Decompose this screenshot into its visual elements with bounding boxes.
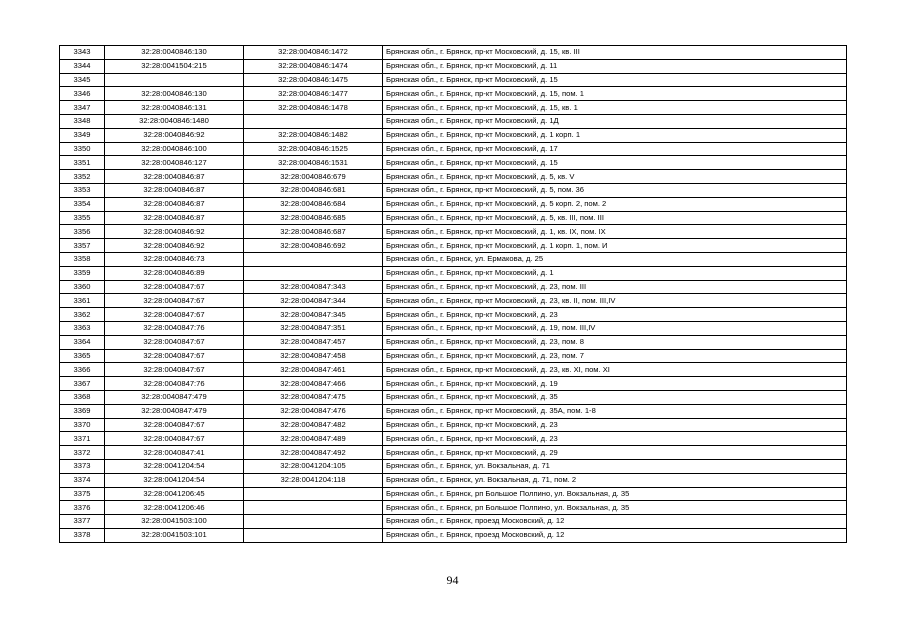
page-number: 94 <box>446 573 459 587</box>
table-row <box>60 459 847 473</box>
object-cadastral-number-cell: 32:28:0040846:685 <box>244 211 383 225</box>
object-cadastral-number-cell: 32:28:0041204:105 <box>244 459 383 473</box>
table-row <box>60 390 847 404</box>
table-row <box>60 101 847 115</box>
address-cell: Брянская обл., г. Брянск, пр-кт Московский, д. 35 <box>383 390 847 404</box>
address-cell: Брянская обл., г. Брянск, пр-кт Московский, д. 19, пом. III,IV <box>383 321 847 335</box>
table-row <box>60 170 847 184</box>
address-cell: Брянская обл., г. Брянск, пр-кт Московский, д. 29 <box>383 446 847 460</box>
address-cell: Брянская обл., г. Брянск, пр-кт Московский, д. 5 корп. 2, пом. 2 <box>383 197 847 211</box>
land-cadastral-number-cell: 32:28:0040846:131 <box>105 101 244 115</box>
address-cell: Брянская обл., г. Брянск, пр-кт Московский, д. 5, кв. III, пом. III <box>383 211 847 225</box>
table-row <box>60 183 847 197</box>
address-cell: Брянская обл., г. Брянск, пр-кт Московский, д. 23, пом. 8 <box>383 335 847 349</box>
address-cell: Брянская обл., г. Брянск, пр-кт Московский, д. 23, пом. III <box>383 280 847 294</box>
land-cadastral-number-cell: 32:28:0040847:479 <box>105 404 244 418</box>
address-cell: Брянская обл., г. Брянск, пр-кт Московский, д. 23, пом. 7 <box>383 349 847 363</box>
table-row <box>60 418 847 432</box>
address-cell: Брянская обл., г. Брянск, пр-кт Московский, д. 15 <box>383 73 847 87</box>
land-cadastral-number-cell: 32:28:0040846:130 <box>105 46 244 60</box>
object-cadastral-number-cell: 32:28:0040846:1475 <box>244 73 383 87</box>
row-number-cell: 3349 <box>60 128 105 142</box>
object-cadastral-number-cell: 32:28:0040846:1525 <box>244 142 383 156</box>
table-row <box>60 515 847 529</box>
row-number-cell: 3374 <box>60 473 105 487</box>
address-cell: Брянская обл., г. Брянск, пр-кт Московский, д. 1, кв. IX, пом. IX <box>383 225 847 239</box>
object-cadastral-number-cell: 32:28:0040846:684 <box>244 197 383 211</box>
row-number-cell: 3365 <box>60 349 105 363</box>
land-cadastral-number-cell: 32:28:0040847:41 <box>105 446 244 460</box>
table-row <box>60 446 847 460</box>
table-row <box>60 280 847 294</box>
table-row <box>60 349 847 363</box>
row-number-cell: 3377 <box>60 515 105 529</box>
land-cadastral-number-cell: 32:28:0040847:479 <box>105 390 244 404</box>
registry-table-body <box>60 46 847 543</box>
row-number-cell: 3367 <box>60 377 105 391</box>
land-cadastral-number-cell: 32:28:0040846:92 <box>105 128 244 142</box>
land-cadastral-number-cell <box>105 73 244 87</box>
row-number-cell: 3356 <box>60 225 105 239</box>
table-row <box>60 73 847 87</box>
address-cell: Брянская обл., г. Брянск, пр-кт Московский, д. 23 <box>383 432 847 446</box>
land-cadastral-number-cell: 32:28:0041206:45 <box>105 487 244 501</box>
object-cadastral-number-cell: 32:28:0040846:1482 <box>244 128 383 142</box>
object-cadastral-number-cell: 32:28:0040847:351 <box>244 321 383 335</box>
object-cadastral-number-cell: 32:28:0040846:1478 <box>244 101 383 115</box>
object-cadastral-number-cell: 32:28:0040846:1472 <box>244 46 383 60</box>
object-cadastral-number-cell: 32:28:0040846:1531 <box>244 156 383 170</box>
table-row <box>60 377 847 391</box>
land-cadastral-number-cell: 32:28:0040847:67 <box>105 294 244 308</box>
address-cell: Брянская обл., г. Брянск, пр-кт Московский, д. 23 <box>383 308 847 322</box>
object-cadastral-number-cell: 32:28:0040847:344 <box>244 294 383 308</box>
address-cell: Брянская обл., г. Брянск, проезд Московский, д. 12 <box>383 515 847 529</box>
row-number-cell: 3373 <box>60 459 105 473</box>
table-row <box>60 432 847 446</box>
address-cell: Брянская обл., г. Брянск, пр-кт Московский, д. 15, пом. 1 <box>383 87 847 101</box>
address-cell: Брянская обл., г. Брянск, пр-кт Московский, д. 15, кв. III <box>383 46 847 60</box>
row-number-cell: 3346 <box>60 87 105 101</box>
object-cadastral-number-cell: 32:28:0040847:343 <box>244 280 383 294</box>
address-cell: Брянская обл., г. Брянск, пр-кт Московский, д. 15 <box>383 156 847 170</box>
address-cell: Брянская обл., г. Брянск, ул. Вокзальная, д. 71 <box>383 459 847 473</box>
land-cadastral-number-cell: 32:28:0040846:130 <box>105 87 244 101</box>
land-cadastral-number-cell: 32:28:0040846:1480 <box>105 114 244 128</box>
address-cell: Брянская обл., г. Брянск, ул. Вокзальная, д. 71, пом. 2 <box>383 473 847 487</box>
land-cadastral-number-cell: 32:28:0041204:54 <box>105 473 244 487</box>
object-cadastral-number-cell: 32:28:0040846:1477 <box>244 87 383 101</box>
address-cell: Брянская обл., г. Брянск, пр-кт Московский, д. 23, кв. II, пом. III,IV <box>383 294 847 308</box>
object-cadastral-number-cell <box>244 487 383 501</box>
row-number-cell: 3364 <box>60 335 105 349</box>
land-cadastral-number-cell: 32:28:0040847:67 <box>105 349 244 363</box>
address-cell: Брянская обл., г. Брянск, пр-кт Московский, д. 19 <box>383 377 847 391</box>
address-cell: Брянская обл., г. Брянск, пр-кт Московский, д. 1 <box>383 266 847 280</box>
row-number-cell: 3354 <box>60 197 105 211</box>
object-cadastral-number-cell: 32:28:0040847:475 <box>244 390 383 404</box>
land-cadastral-number-cell: 32:28:0040846:127 <box>105 156 244 170</box>
land-cadastral-number-cell: 32:28:0040846:92 <box>105 239 244 253</box>
object-cadastral-number-cell: 32:28:0040847:457 <box>244 335 383 349</box>
table-row <box>60 266 847 280</box>
land-cadastral-number-cell: 32:28:0040846:87 <box>105 170 244 184</box>
row-number-cell: 3347 <box>60 101 105 115</box>
object-cadastral-number-cell: 32:28:0040846:679 <box>244 170 383 184</box>
land-cadastral-number-cell: 32:28:0040846:89 <box>105 266 244 280</box>
object-cadastral-number-cell <box>244 114 383 128</box>
land-cadastral-number-cell: 32:28:0041504:215 <box>105 59 244 73</box>
table-row <box>60 501 847 515</box>
address-cell: Брянская обл., г. Брянск, пр-кт Московский, д. 15, кв. 1 <box>383 101 847 115</box>
object-cadastral-number-cell: 32:28:0040847:476 <box>244 404 383 418</box>
address-cell: Брянская обл., г. Брянск, пр-кт Московский, д. 11 <box>383 59 847 73</box>
address-cell: Брянская обл., г. Брянск, пр-кт Московский, д. 1 корп. 1 <box>383 128 847 142</box>
row-number-cell: 3344 <box>60 59 105 73</box>
object-cadastral-number-cell: 32:28:0040847:482 <box>244 418 383 432</box>
row-number-cell: 3376 <box>60 501 105 515</box>
object-cadastral-number-cell: 32:28:0040847:461 <box>244 363 383 377</box>
object-cadastral-number-cell: 32:28:0040846:692 <box>244 239 383 253</box>
land-cadastral-number-cell: 32:28:0040847:67 <box>105 418 244 432</box>
table-row <box>60 46 847 60</box>
row-number-cell: 3378 <box>60 528 105 542</box>
table-row <box>60 294 847 308</box>
row-number-cell: 3353 <box>60 183 105 197</box>
land-cadastral-number-cell: 32:28:0040847:67 <box>105 308 244 322</box>
object-cadastral-number-cell: 32:28:0040847:466 <box>244 377 383 391</box>
table-row <box>60 59 847 73</box>
address-cell: Брянская обл., г. Брянск, пр-кт Московский, д. 1Д <box>383 114 847 128</box>
object-cadastral-number-cell: 32:28:0040846:687 <box>244 225 383 239</box>
land-cadastral-number-cell: 32:28:0040846:87 <box>105 183 244 197</box>
table-row <box>60 473 847 487</box>
row-number-cell: 3360 <box>60 280 105 294</box>
address-cell: Брянская обл., г. Брянск, пр-кт Московский, д. 1 корп. 1, пом. И <box>383 239 847 253</box>
table-row <box>60 528 847 542</box>
table-row <box>60 252 847 266</box>
row-number-cell: 3343 <box>60 46 105 60</box>
address-cell: Брянская обл., г. Брянск, ул. Ермакова, д. 25 <box>383 252 847 266</box>
land-cadastral-number-cell: 32:28:0040847:67 <box>105 432 244 446</box>
object-cadastral-number-cell <box>244 252 383 266</box>
land-cadastral-number-cell: 32:28:0040846:87 <box>105 197 244 211</box>
object-cadastral-number-cell <box>244 266 383 280</box>
row-number-cell: 3362 <box>60 308 105 322</box>
object-cadastral-number-cell: 32:28:0041204:118 <box>244 473 383 487</box>
address-cell: Брянская обл., г. Брянск, пр-кт Московский, д. 23, кв. XI, пом. XI <box>383 363 847 377</box>
address-cell: Брянская обл., г. Брянск, пр-кт Московский, д. 17 <box>383 142 847 156</box>
row-number-cell: 3372 <box>60 446 105 460</box>
land-cadastral-number-cell: 32:28:0040847:76 <box>105 321 244 335</box>
table-row <box>60 211 847 225</box>
row-number-cell: 3371 <box>60 432 105 446</box>
table-row <box>60 487 847 501</box>
address-cell: Брянская обл., г. Брянск, пр-кт Московский, д. 5, пом. 36 <box>383 183 847 197</box>
object-cadastral-number-cell <box>244 515 383 529</box>
land-cadastral-number-cell: 32:28:0041503:101 <box>105 528 244 542</box>
row-number-cell: 3357 <box>60 239 105 253</box>
table-row <box>60 321 847 335</box>
address-cell: Брянская обл., г. Брянск, пр-кт Московский, д. 23 <box>383 418 847 432</box>
row-number-cell: 3348 <box>60 114 105 128</box>
table-row <box>60 87 847 101</box>
object-cadastral-number-cell <box>244 501 383 515</box>
land-cadastral-number-cell: 32:28:0040847:67 <box>105 280 244 294</box>
row-number-cell: 3358 <box>60 252 105 266</box>
table-row <box>60 335 847 349</box>
land-cadastral-number-cell: 32:28:0041503:100 <box>105 515 244 529</box>
address-cell: Брянская обл., г. Брянск, проезд Московский, д. 12 <box>383 528 847 542</box>
land-cadastral-number-cell: 32:28:0040847:67 <box>105 363 244 377</box>
table-row <box>60 239 847 253</box>
land-cadastral-number-cell: 32:28:0040847:67 <box>105 335 244 349</box>
land-cadastral-number-cell: 32:28:0040847:76 <box>105 377 244 391</box>
row-number-cell: 3369 <box>60 404 105 418</box>
table-row <box>60 197 847 211</box>
table-row <box>60 142 847 156</box>
address-cell: Брянская обл., г. Брянск, пр-кт Московский, д. 35А, пом. 1-8 <box>383 404 847 418</box>
row-number-cell: 3363 <box>60 321 105 335</box>
row-number-cell: 3361 <box>60 294 105 308</box>
object-cadastral-number-cell: 32:28:0040846:1474 <box>244 59 383 73</box>
land-cadastral-number-cell: 32:28:0040846:100 <box>105 142 244 156</box>
land-cadastral-number-cell: 32:28:0040846:73 <box>105 252 244 266</box>
address-cell: Брянская обл., г. Брянск, рп Большое Полпино, ул. Вокзальная, д. 35 <box>383 501 847 515</box>
row-number-cell: 3350 <box>60 142 105 156</box>
address-cell: Брянская обл., г. Брянск, рп Большое Полпино, ул. Вокзальная, д. 35 <box>383 487 847 501</box>
row-number-cell: 3359 <box>60 266 105 280</box>
object-cadastral-number-cell: 32:28:0040847:345 <box>244 308 383 322</box>
table-row <box>60 225 847 239</box>
property-registry-table <box>59 45 847 543</box>
object-cadastral-number-cell <box>244 528 383 542</box>
row-number-cell: 3375 <box>60 487 105 501</box>
object-cadastral-number-cell: 32:28:0040847:492 <box>244 446 383 460</box>
table-row <box>60 128 847 142</box>
row-number-cell: 3370 <box>60 418 105 432</box>
object-cadastral-number-cell: 32:28:0040846:681 <box>244 183 383 197</box>
land-cadastral-number-cell: 32:28:0040846:87 <box>105 211 244 225</box>
row-number-cell: 3368 <box>60 390 105 404</box>
table-row <box>60 156 847 170</box>
row-number-cell: 3355 <box>60 211 105 225</box>
land-cadastral-number-cell: 32:28:0041206:46 <box>105 501 244 515</box>
land-cadastral-number-cell: 32:28:0041204:54 <box>105 459 244 473</box>
row-number-cell: 3351 <box>60 156 105 170</box>
row-number-cell: 3345 <box>60 73 105 87</box>
table-row <box>60 363 847 377</box>
row-number-cell: 3366 <box>60 363 105 377</box>
table-row <box>60 404 847 418</box>
table-row <box>60 114 847 128</box>
object-cadastral-number-cell: 32:28:0040847:458 <box>244 349 383 363</box>
object-cadastral-number-cell: 32:28:0040847:489 <box>244 432 383 446</box>
land-cadastral-number-cell: 32:28:0040846:92 <box>105 225 244 239</box>
address-cell: Брянская обл., г. Брянск, пр-кт Московский, д. 5, кв. V <box>383 170 847 184</box>
row-number-cell: 3352 <box>60 170 105 184</box>
table-row <box>60 308 847 322</box>
